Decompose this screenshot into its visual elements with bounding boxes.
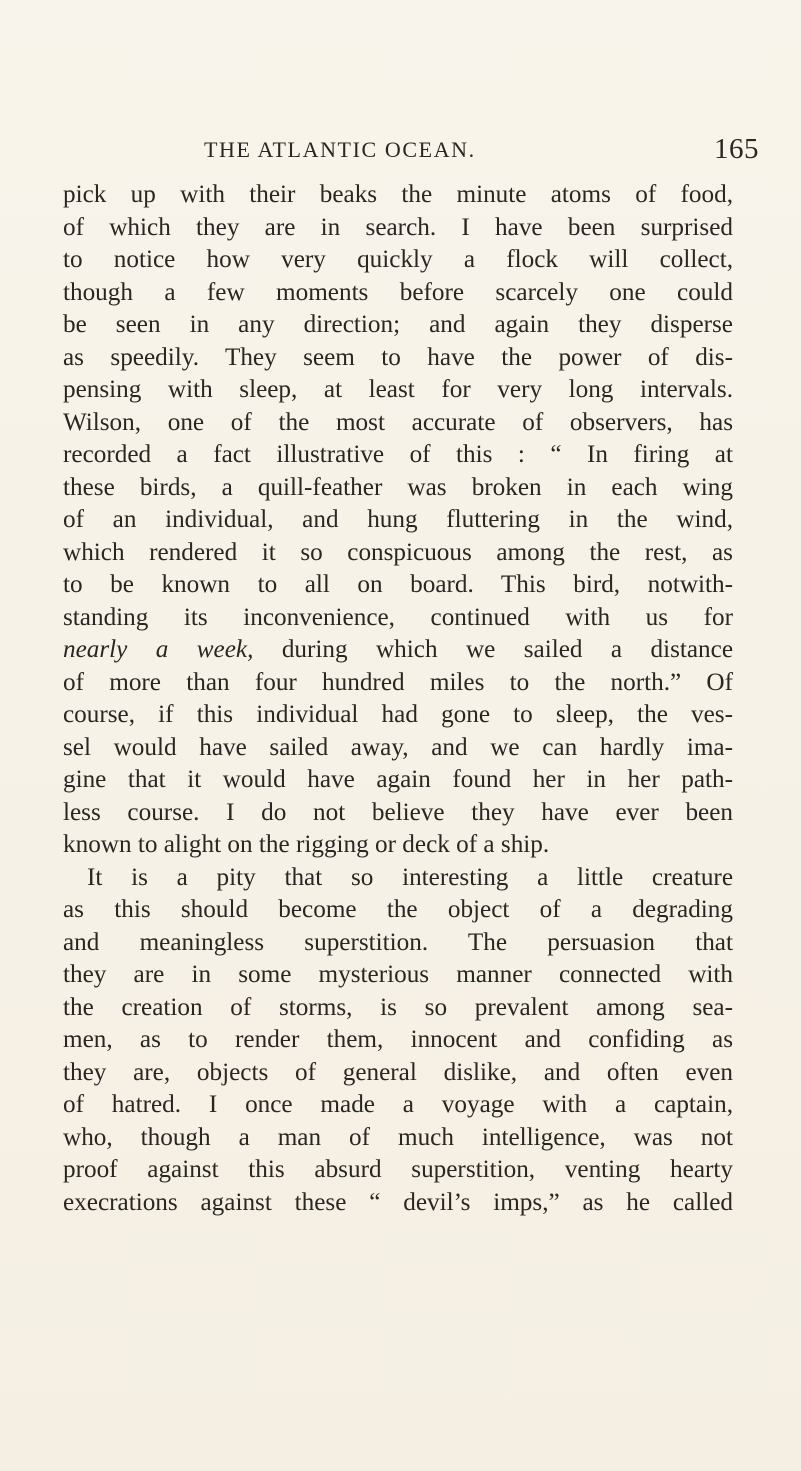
text-line: they are in some mysterious manner connected with (63, 961, 733, 988)
text-line: and meaningless superstition. The persuasion that (63, 928, 733, 956)
text-line: which rendered it so conspicuous among the rest, as (63, 538, 733, 566)
text-line: of which they are in search. I have been surprised (63, 213, 733, 241)
running-title: THE ATLANTIC OCEAN. (204, 137, 476, 162)
text-line: pick up with their beaks the minute atoms of food, (63, 181, 733, 208)
text-line: be seen in any direction; and again they disperse (63, 311, 733, 338)
page-number: 165 (714, 133, 759, 165)
running-head (0, 133, 801, 173)
text-line: gine that it would have again found her in her path- (63, 766, 733, 793)
body-text (63, 179, 733, 1219)
text-line: as this should become the object of a degrading (63, 896, 733, 923)
text-line: as speedily. They seem to have the power of dis- (63, 343, 733, 371)
text-line: these birds, a quill-feather was broken in each wing (63, 473, 733, 501)
italic-phrase: nearly a week, (63, 636, 254, 663)
text-line: who, though a man of much intelligence, was not (63, 1123, 733, 1151)
text-line: of more than four hundred miles to the north.” Of (63, 668, 733, 696)
text-line: It is a pity that so interesting a little creature (87, 863, 733, 891)
text-line: proof against this absurd superstition, venting hearty (63, 1156, 733, 1183)
text-line: execrations against these “ devil’s imps,” as he called (63, 1188, 733, 1216)
text-line: of an individual, and hung fluttering in the wind, (63, 506, 733, 533)
text-line: they are, objects of general dislike, and often even (63, 1058, 733, 1086)
text-line: less course. I do not believe they have ever been (63, 798, 733, 826)
text-line-mixed (63, 634, 733, 667)
text-line: course, if this individual had gone to sleep, the ves- (63, 701, 733, 728)
text-fragment: during which we sailed a distance (253, 636, 733, 663)
text-line: recorded a fact illustrative of this : “ In firing at (63, 441, 733, 468)
text-line: pensing with sleep, at least for very long intervals. (63, 376, 733, 403)
text-line: standing its inconvenience, continued with us for (63, 603, 733, 631)
text-line: to notice how very quickly a flock will collect, (63, 246, 733, 273)
text-line: known to alight on the rigging or deck of a ship. (63, 831, 550, 858)
text-line: men, as to render them, innocent and confiding as (63, 1026, 733, 1053)
text-line: of hatred. I once made a voyage with a captain, (63, 1091, 733, 1118)
text-line: sel would have sailed away, and we can hardly ima- (63, 733, 733, 761)
text-line: Wilson, one of the most accurate of observers, has (63, 408, 733, 436)
text-line: to be known to all on board. This bird, notwith- (63, 571, 733, 598)
text-line: though a few moments before scarcely one could (63, 278, 733, 306)
text-line: the creation of storms, is so prevalent among sea- (63, 993, 733, 1021)
